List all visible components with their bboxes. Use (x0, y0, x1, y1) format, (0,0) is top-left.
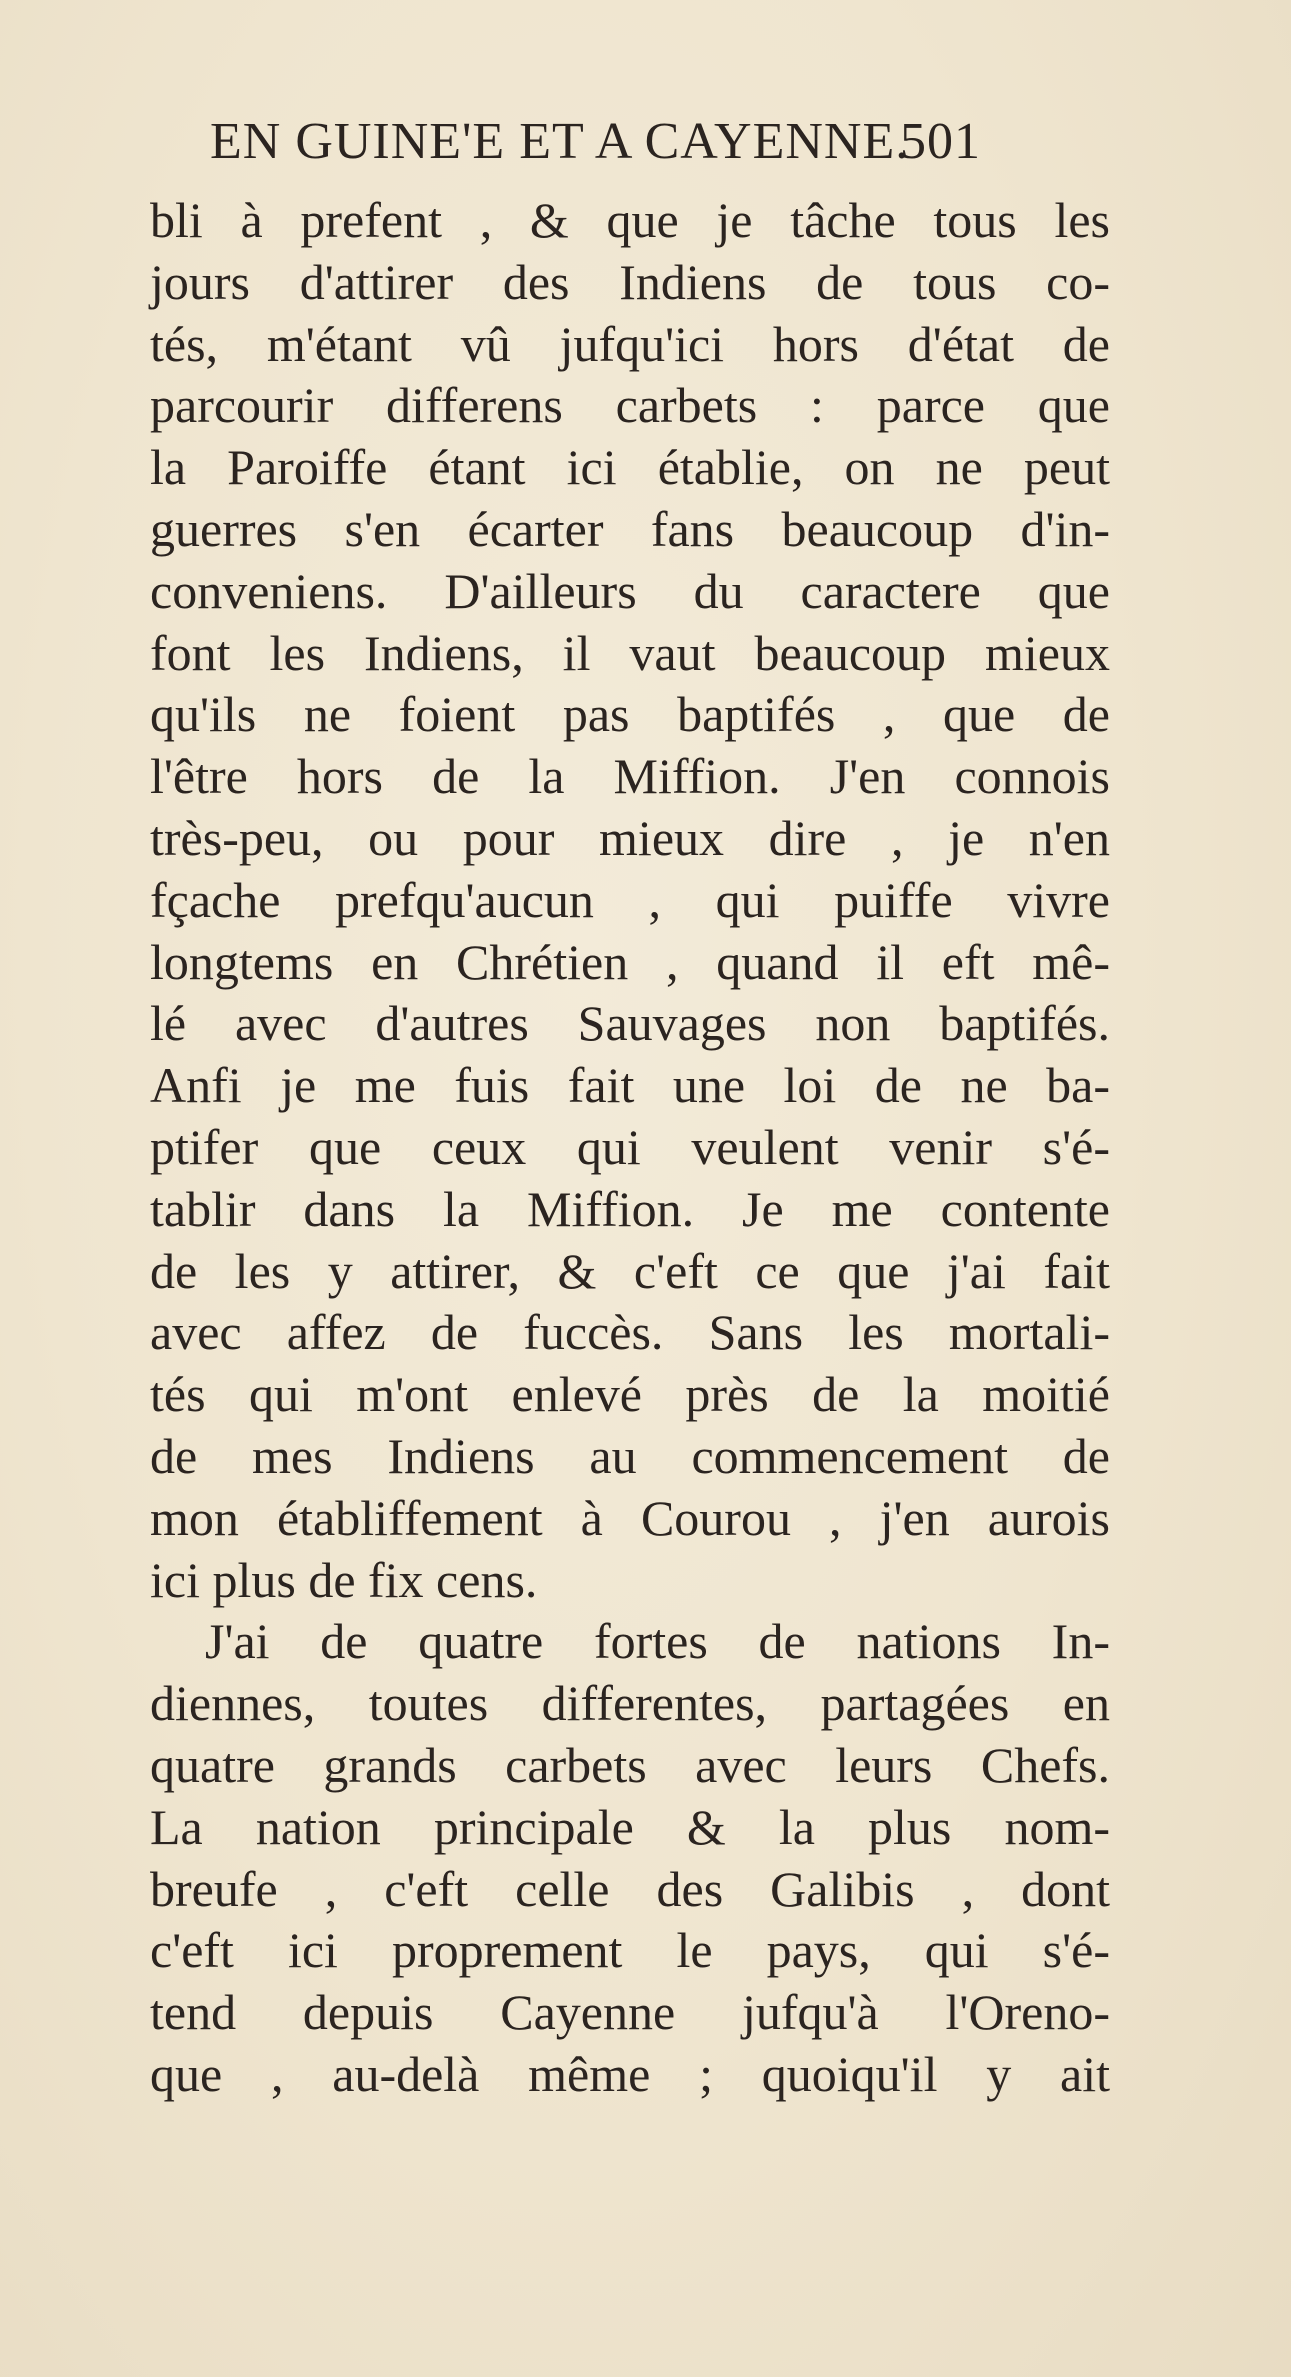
text-line: ptifer que ceux qui veulent venir s'é- (150, 1118, 1110, 1175)
text-line: J'ai de quatre fortes de nations In- (205, 1613, 1110, 1670)
text-line: guerres s'en écarter fans beaucoup d'in- (150, 500, 1110, 557)
text-line: longtems en Chrétien , quand il eft mê- (150, 933, 1110, 990)
text-line: avec affez de fuccès. Sans les mortali- (150, 1304, 1110, 1361)
text-line: parcourir differens carbets : parce que (150, 377, 1110, 434)
page-header (210, 112, 1130, 192)
text-line: c'eft ici proprement le pays, qui s'é- (150, 1922, 1110, 1979)
text-line: Anfi je me fuis fait une loi de ne ba- (150, 1057, 1110, 1114)
text-line: jours d'attirer des Indiens de tous co- (150, 253, 1110, 310)
text-line: diennes, toutes differentes, partagées en (150, 1675, 1110, 1732)
text-line: bli à prefent , & que je tâche tous les (150, 192, 1110, 248)
paragraph-2 (150, 1611, 1110, 2105)
text-line: de les y attirer, & c'eft ce que j'ai fait (150, 1242, 1110, 1299)
text-line: conveniens. D'ailleurs du caractere que (150, 562, 1110, 619)
text-line: tés qui m'ont enlevé près de la moitié (150, 1366, 1110, 1423)
text-line: mon établiffement à Courou , j'en aurois (150, 1489, 1110, 1546)
text-line: que , au-delà même ; quoiqu'il y ait (150, 2045, 1110, 2102)
text-line: l'être hors de la Miffion. J'en connois (150, 748, 1110, 805)
text-line: de mes Indiens au commencement de (150, 1427, 1110, 1484)
text-line: fçache prefqu'aucun , qui puiffe vivre (150, 871, 1110, 928)
page-number: 501 (900, 113, 981, 170)
body-text (150, 190, 1110, 2106)
text-line: ici plus de fix cens. (150, 1551, 538, 1608)
text-line: qu'ils ne foient pas baptifés , que de (150, 686, 1110, 743)
paragraph-1 (150, 190, 1110, 1611)
text-line: très-peu, ou pour mieux dire , je n'en (150, 809, 1110, 866)
text-line: tés, m'étant vû jufqu'ici hors d'état de (150, 315, 1110, 372)
text-line: breufe , c'eft celle des Galibis , dont (150, 1860, 1110, 1917)
text-line: lé avec d'autres Sauvages non baptifés. (150, 995, 1110, 1052)
running-head: EN GUINE'E ET A CAYENNE. (210, 113, 910, 170)
text-line: quatre grands carbets avec leurs Chefs. (150, 1736, 1110, 1793)
text-line: la Paroiffe étant ici établie, on ne peut (150, 439, 1110, 496)
text-line: tend depuis Cayenne jufqu'à l'Oreno- (150, 1984, 1110, 2041)
text-line: font les Indiens, il vaut beaucoup mieux (150, 624, 1110, 681)
text-line: La nation principale & la plus nom- (150, 1798, 1110, 1855)
text-line: tablir dans la Miffion. Je me contente (150, 1180, 1110, 1237)
